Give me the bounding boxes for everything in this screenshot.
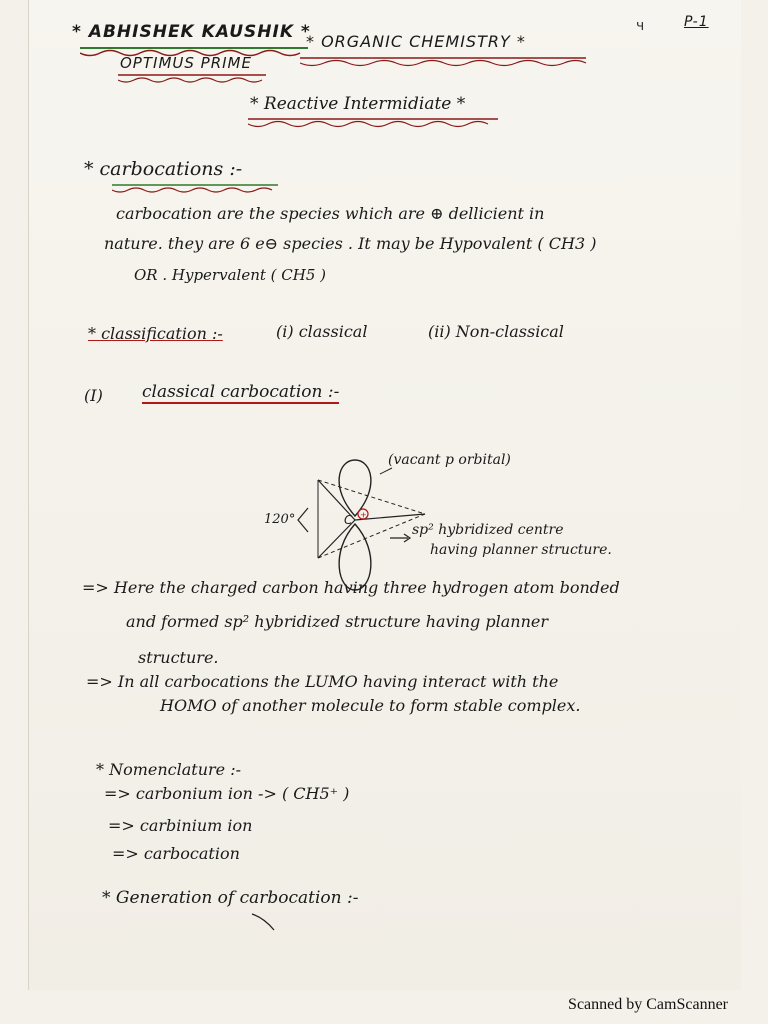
svg-text:+: +	[360, 510, 367, 520]
author-name: * ABHISHEK KAUSHIK *	[72, 22, 311, 42]
sp2-label-2: having planner structure.	[430, 542, 612, 558]
carbocation-line-2: nature. they are 6 e⊖ species . It may be Hypovalent ( CH3 )	[104, 234, 597, 253]
author-sub-underline	[118, 72, 268, 84]
carbocation-heading: * carbocations :-	[84, 158, 243, 180]
scanner-watermark: Scanned by CamScanner	[568, 996, 728, 1013]
point-1-line-a: => Here the charged carbon having three hydrogen atom bonded	[82, 578, 620, 597]
svg-text:C: C	[344, 513, 353, 527]
topic-title: * Reactive Intermidiate *	[250, 94, 466, 114]
corner-mark: ч	[636, 18, 645, 34]
point-2-line-b: HOMO of another molecule to form stable complex.	[160, 696, 581, 715]
author-subtitle: OPTIMUS PRIME	[120, 54, 252, 72]
pen-stroke	[250, 910, 280, 934]
nomenclature-item-1: => carbonium ion -> ( CH5⁺ )	[104, 784, 350, 803]
sp2-label-1: sp² hybridized centre	[412, 522, 564, 538]
nomenclature-heading: * Nomenclature :-	[96, 760, 242, 779]
nomenclature-item-3: => carbocation	[112, 844, 240, 863]
point-1-line-c: structure.	[138, 648, 219, 667]
page-number: P-1	[684, 14, 709, 30]
point-2-line-a: => In all carbocations the LUMO having interact with the	[86, 672, 559, 691]
carbocation-line-1: carbocation are the species which are ⊕ dellicient in	[116, 204, 545, 223]
point-1-line-b: and formed sp² hybridized structure having planner	[126, 612, 548, 631]
classical-number: (I)	[84, 386, 103, 405]
topic-underline	[248, 116, 502, 130]
angle-label: 120°	[264, 512, 296, 527]
classification-option-2: (ii) Non-classical	[428, 322, 564, 341]
classical-heading: classical carbocation :-	[142, 382, 340, 402]
subject-underline	[300, 54, 590, 68]
carbocation-line-3: OR . Hypervalent ( CH5 )	[134, 266, 326, 284]
orbital-label: (vacant p orbital)	[388, 452, 511, 468]
classification-option-1: (i) classical	[276, 322, 368, 341]
subject-title: * ORGANIC CHEMISTRY *	[306, 32, 526, 51]
carbocation-heading-underline	[112, 182, 280, 194]
nomenclature-item-2: => carbinium ion	[108, 816, 253, 835]
generation-heading: * Generation of carbocation :-	[102, 888, 359, 908]
classification-label: * classification :-	[88, 324, 223, 343]
